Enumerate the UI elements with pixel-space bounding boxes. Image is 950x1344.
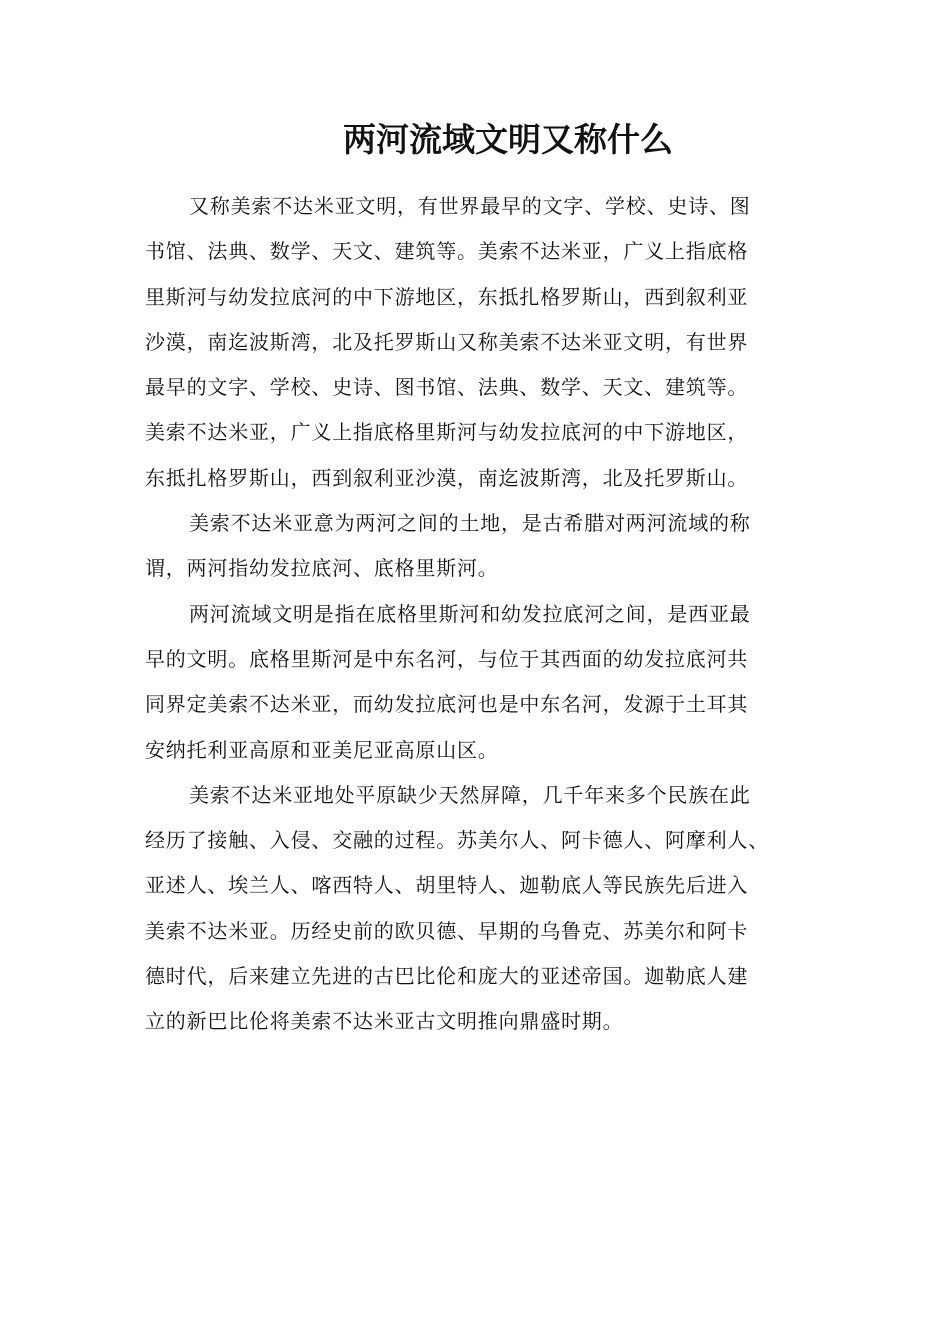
paragraph-line: 里斯河与幼发拉底河的中下游地区，东抵扎格罗斯山，西到叙利亚 — [145, 284, 749, 309]
paragraph-4 — [145, 773, 825, 1045]
paragraph-line: 美索不达米亚，广义上指底格里斯河与幼发拉底河的中下游地区， — [145, 420, 749, 445]
paragraph-line: 最早的文字、学校、史诗、图书馆、法典、数学、天文、建筑等。 — [145, 375, 749, 400]
paragraph-line: 美索不达米亚。历经史前的欧贝德、早期的乌鲁克、苏美尔和阿卡 — [145, 918, 749, 943]
paragraph-line: 经历了接触、入侵、交融的过程。苏美尔人、阿卡德人、阿摩利人、 — [145, 828, 769, 853]
paragraph-2 — [145, 501, 825, 592]
paragraph-1 — [145, 184, 825, 501]
paragraph-line: 书馆、法典、数学、天文、建筑等。美索不达米亚，广义上指底格 — [145, 239, 749, 264]
paragraph-line: 亚述人、埃兰人、喀西特人、胡里特人、迦勒底人等民族先后进入 — [145, 873, 749, 898]
paragraph-line: 东抵扎格罗斯山，西到叙利亚沙漠，南迄波斯湾，北及托罗斯山。 — [145, 465, 749, 490]
paragraph-3 — [145, 592, 825, 773]
paragraph-line: 沙漠，南迄波斯湾，北及托罗斯山又称美索不达米亚文明，有世界 — [145, 329, 749, 354]
document-body — [145, 184, 825, 1045]
paragraph-line: 两河流域文明是指在底格里斯河和幼发拉底河之间，是西亚最 — [189, 601, 751, 626]
paragraph-line: 立的新巴比伦将美索不达米亚古文明推向鼎盛时期。 — [145, 1009, 624, 1034]
paragraph-line: 德时代，后来建立先进的古巴比伦和庞大的亚述帝国。迦勒底人建 — [145, 964, 749, 989]
paragraph-line: 又称美索不达米亚文明，有世界最早的文字、学校、史诗、图 — [189, 194, 751, 218]
paragraph-line: 美索不达米亚地处平原缺少天然屏障，几千年来多个民族在此 — [189, 782, 751, 807]
paragraph-line: 早的文明。底格里斯河是中东名河，与位于其西面的幼发拉底河共 — [145, 646, 749, 671]
paragraph-line: 谓，两河指幼发拉底河、底格里斯河。 — [145, 556, 499, 581]
document-title: 两河流域文明又称什么 — [343, 120, 673, 159]
paragraph-line: 同界定美索不达米亚，而幼发拉底河也是中东名河，发源于土耳其 — [145, 692, 749, 717]
paragraph-line: 安纳托利亚高原和亚美尼亚高原山区。 — [145, 737, 499, 762]
paragraph-line: 美索不达米亚意为两河之间的土地，是古希腊对两河流域的称 — [189, 511, 751, 536]
